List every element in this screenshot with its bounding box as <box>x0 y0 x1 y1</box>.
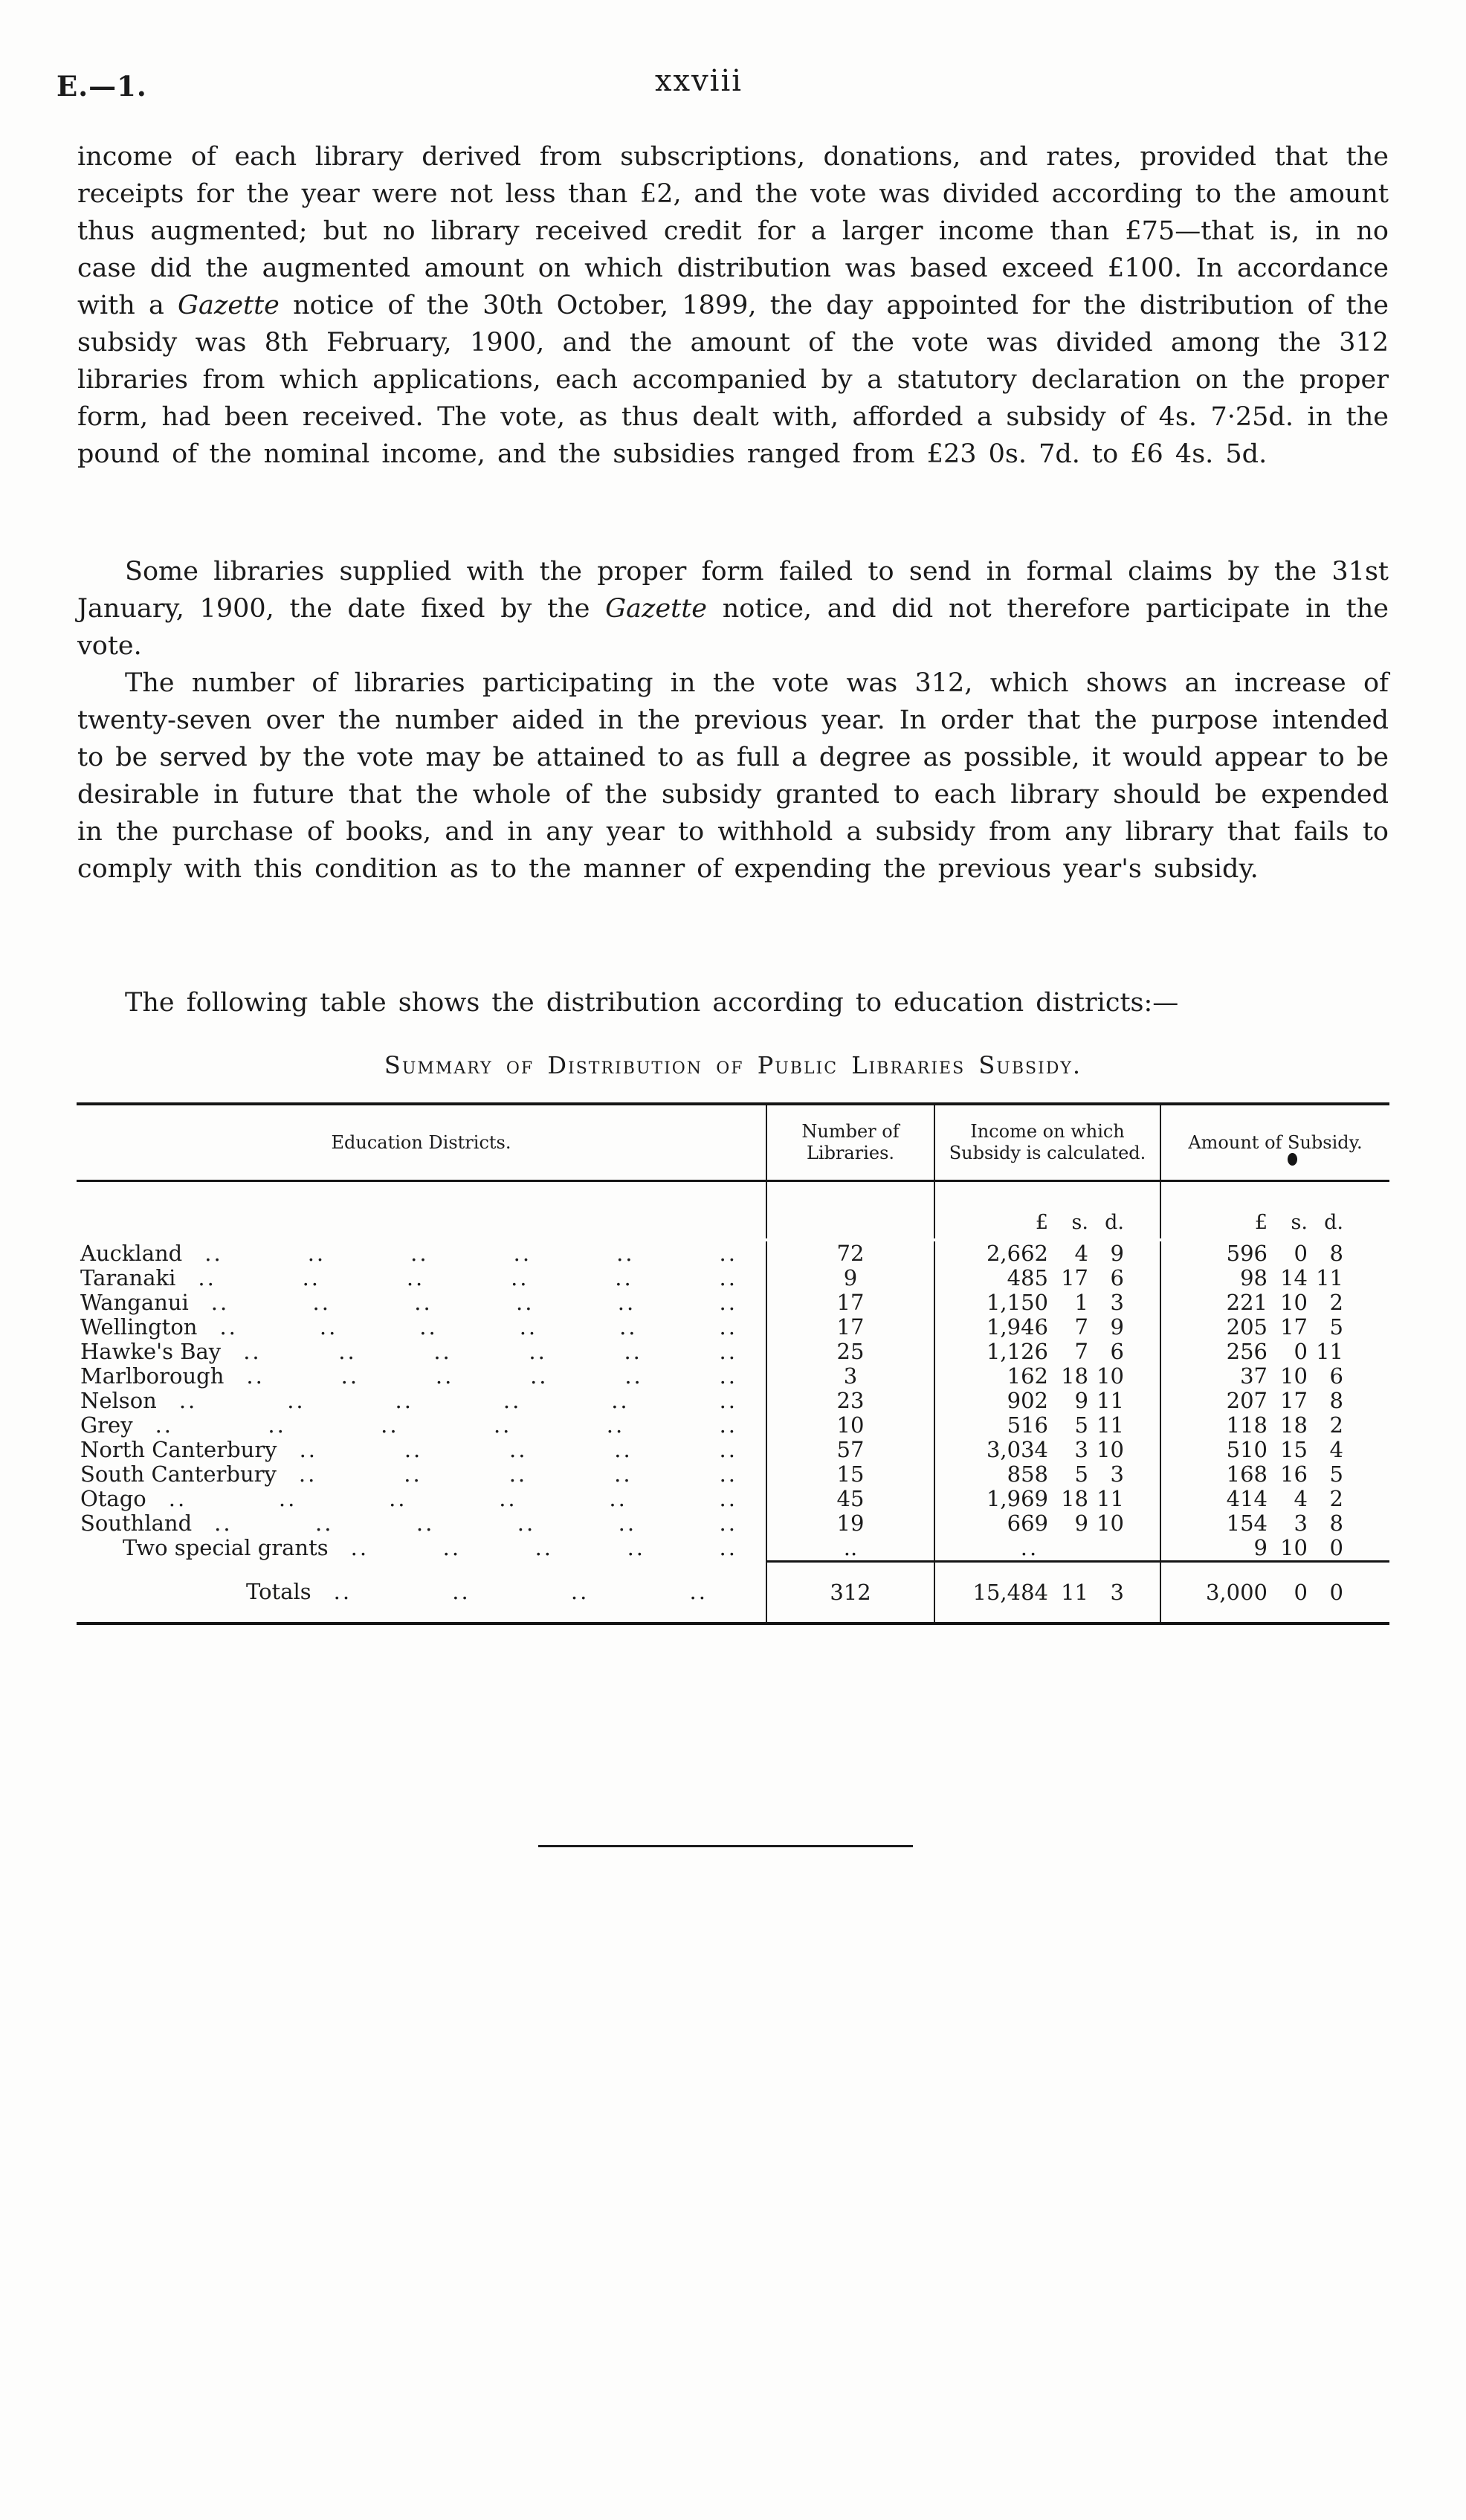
libraries-count: 17 <box>766 1290 934 1315</box>
libraries-count: 9 <box>766 1266 934 1290</box>
table-header-row <box>77 1105 1389 1182</box>
totals-libraries: 312 <box>766 1560 934 1622</box>
income-value: 2,662 4 9 <box>934 1241 1160 1266</box>
district-cell <box>77 1536 766 1560</box>
district-cell <box>77 1340 766 1364</box>
totals-subsidy: 3,000 0 0 <box>1160 1560 1389 1622</box>
district-name: Auckland <box>80 1241 183 1266</box>
district-name: Taranaki <box>80 1265 176 1290</box>
leader-dots: .. .. .. .. .. .. <box>219 1314 737 1340</box>
column-header-subsidy <box>1160 1105 1389 1180</box>
pence-unit: d. <box>1105 1211 1124 1234</box>
income-value: 162 18 10 <box>934 1364 1160 1389</box>
subsidy-value: 510 15 4 <box>1160 1438 1389 1462</box>
subsidy-value: 9 10 0 <box>1160 1536 1389 1560</box>
paragraph-table-intro: The following table shows the distribution according to education districts:— <box>125 988 1179 1018</box>
shillings-unit: s. <box>1071 1211 1088 1234</box>
district-name: North Canterbury <box>80 1437 277 1462</box>
leader-dots: .. .. .. .. .. .. <box>246 1363 737 1389</box>
libraries-count: 25 <box>766 1340 934 1364</box>
libraries-count: 3 <box>766 1364 934 1389</box>
income-value: .. <box>934 1536 1160 1560</box>
libraries-count: 10 <box>766 1413 934 1438</box>
income-units <box>934 1182 1160 1238</box>
subsidy-value: 98 14 11 <box>1160 1266 1389 1290</box>
subsidy-value: 221 10 2 <box>1160 1290 1389 1315</box>
income-value: 1,969 18 11 <box>934 1487 1160 1511</box>
income-value: 1,126 7 6 <box>934 1340 1160 1364</box>
libraries-count: 15 <box>766 1462 934 1487</box>
district-name: Marlborough <box>80 1363 225 1389</box>
libraries-count: 72 <box>766 1241 934 1266</box>
totals-income: 15,484 11 3 <box>934 1560 1160 1622</box>
leader-dots: .. .. .. .. .. .. <box>198 1265 737 1290</box>
district-cell <box>77 1315 766 1340</box>
subsidy-value: 154 3 8 <box>1160 1511 1389 1536</box>
paragraph-participation: The number of libraries participating in the vote was 312, which shows an increase of twenty-seven over the number aided in the previous year. In order that the purpose intended to be served by the vote may be attained to as full a degree as possible, it would appear to be desirable in future that the whole of the subsidy granted to each library should be expended in the purchase of books, and in any year to withhold a subsidy from any library that fails to comply with this condition as to the manner of expending the previous year's subsidy. <box>77 668 1389 884</box>
pounds-unit: £ <box>1035 1211 1048 1234</box>
column-header-subsidy-label: Amount of Subsidy. <box>1188 1131 1363 1153</box>
table-row <box>77 1462 1389 1487</box>
district-name: Nelson <box>80 1388 157 1413</box>
libraries-count: .. <box>766 1536 934 1560</box>
leader-dots: .. .. .. .. .. .. <box>210 1290 737 1315</box>
leader-dots: .. .. .. .. .. .. <box>155 1412 737 1438</box>
page-number: xxviii <box>654 64 743 98</box>
leader-dots: .. .. .. .. .. <box>298 1461 737 1487</box>
table-row <box>77 1241 1389 1266</box>
table-row <box>77 1536 1389 1560</box>
district-name: Otago <box>80 1486 146 1511</box>
leader-dots: .. .. .. .. .. <box>299 1437 737 1462</box>
table-row <box>77 1340 1389 1364</box>
income-value: 516 5 11 <box>934 1413 1160 1438</box>
income-value: 1,946 7 9 <box>934 1315 1160 1340</box>
subsidy-units <box>1160 1182 1389 1238</box>
income-value: 669 9 10 <box>934 1511 1160 1536</box>
libraries-count: 23 <box>766 1389 934 1413</box>
income-value: 485 17 6 <box>934 1266 1160 1290</box>
district-name: Southland <box>80 1511 193 1536</box>
subsidy-value: 256 0 11 <box>1160 1340 1389 1364</box>
income-value: 1,150 1 3 <box>934 1290 1160 1315</box>
district-cell <box>77 1487 766 1511</box>
leader-dots: .. .. .. .. <box>333 1578 708 1604</box>
table-row <box>77 1315 1389 1340</box>
table-row <box>77 1487 1389 1511</box>
leader-dots: .. .. .. .. .. .. <box>214 1511 737 1536</box>
column-header-districts: Education Districts. <box>331 1131 511 1153</box>
leader-dots: .. .. .. .. .. .. <box>204 1241 737 1266</box>
district-cell <box>77 1462 766 1487</box>
district-cell <box>77 1290 766 1315</box>
document-reference: E.—1. <box>56 70 147 103</box>
subsidy-value: 596 0 8 <box>1160 1241 1389 1266</box>
district-name: Wellington <box>80 1314 198 1340</box>
table-row <box>77 1511 1389 1536</box>
income-value: 858 5 3 <box>934 1462 1160 1487</box>
district-name: Grey <box>80 1412 133 1438</box>
totals-label-cell <box>77 1579 766 1604</box>
pence-unit: d. <box>1324 1211 1343 1234</box>
totals-label: Totals <box>246 1578 311 1604</box>
table-totals-row <box>77 1560 1389 1622</box>
subsidy-value: 168 16 5 <box>1160 1462 1389 1487</box>
paragraph-income-distribution: income of each library derived from subscriptions, donations, and rates, provided that the receipts for the year were not less than £2, and the vote was divided according to the amount thus augmented; but no library received credit for a larger income than £75—that is, in no case did the augmented amount on which distribution was based exceed £100. In accordance with a Gazette notice of the 30th October, 1899, the day appointed for the distribution of the subsidy was 8th February, 1900, and the amount of the vote was divided among the 312 libraries from which applications, each accompanied by a statutory declaration on the proper form, had been received. The vote, as thus dealt with, afforded a subsidy of 4s. 7·25d. in the pound of the nominal income, and the subsidies ranged from £23 0s. 7d. to £6 4s. 5d. <box>77 142 1389 469</box>
district-name: Two special grants <box>123 1535 329 1560</box>
section-divider-rule <box>538 1845 913 1847</box>
subsidy-value: 205 17 5 <box>1160 1315 1389 1340</box>
district-name: Hawke's Bay <box>80 1339 222 1364</box>
shillings-unit: s. <box>1291 1211 1308 1234</box>
libraries-count: 57 <box>766 1438 934 1462</box>
libraries-count: 19 <box>766 1511 934 1536</box>
table-row <box>77 1290 1389 1315</box>
subsidy-value: 414 4 2 <box>1160 1487 1389 1511</box>
leader-dots: .. .. .. .. .. <box>350 1535 737 1560</box>
column-header-libraries: Number of Libraries. <box>766 1105 934 1180</box>
district-cell <box>77 1364 766 1389</box>
libraries-count: 45 <box>766 1487 934 1511</box>
district-cell <box>77 1438 766 1462</box>
district-cell <box>77 1266 766 1290</box>
ink-blot <box>1288 1153 1297 1166</box>
table-row <box>77 1266 1389 1290</box>
subsidy-value: 118 18 2 <box>1160 1413 1389 1438</box>
column-header-income: Income on which Subsidy is calculated. <box>934 1105 1160 1180</box>
pounds-unit: £ <box>1254 1211 1268 1234</box>
libraries-count: 17 <box>766 1315 934 1340</box>
district-name: South Canterbury <box>80 1461 277 1487</box>
table-title: Summary of Distribution of Public Libraries Subsidy. <box>384 1051 1082 1079</box>
subsidy-value: 207 17 8 <box>1160 1389 1389 1413</box>
district-name: Wanganui <box>80 1290 189 1315</box>
leader-dots: .. .. .. .. .. .. <box>243 1339 737 1364</box>
table-row <box>77 1389 1389 1413</box>
district-cell <box>77 1241 766 1266</box>
leader-dots: .. .. .. .. .. .. <box>168 1486 737 1511</box>
subsidy-value: 37 10 6 <box>1160 1364 1389 1389</box>
paragraph-failed-claims: Some libraries supplied with the proper form failed to send in formal claims by the 31st January, 1900, the date fixed by the Gazette notice, and did not therefore participate in the vote. <box>77 557 1389 661</box>
income-value: 3,034 3 10 <box>934 1438 1160 1462</box>
income-value: 902 9 11 <box>934 1389 1160 1413</box>
table-row <box>77 1438 1389 1462</box>
table-row <box>77 1413 1389 1438</box>
table-row <box>77 1364 1389 1389</box>
district-cell <box>77 1413 766 1438</box>
district-cell <box>77 1389 766 1413</box>
subsidy-table <box>77 1102 1389 1625</box>
table-body <box>77 1241 1389 1560</box>
currency-units-row <box>77 1182 1389 1241</box>
leader-dots: .. .. .. .. .. .. <box>178 1388 737 1413</box>
district-cell <box>77 1511 766 1536</box>
